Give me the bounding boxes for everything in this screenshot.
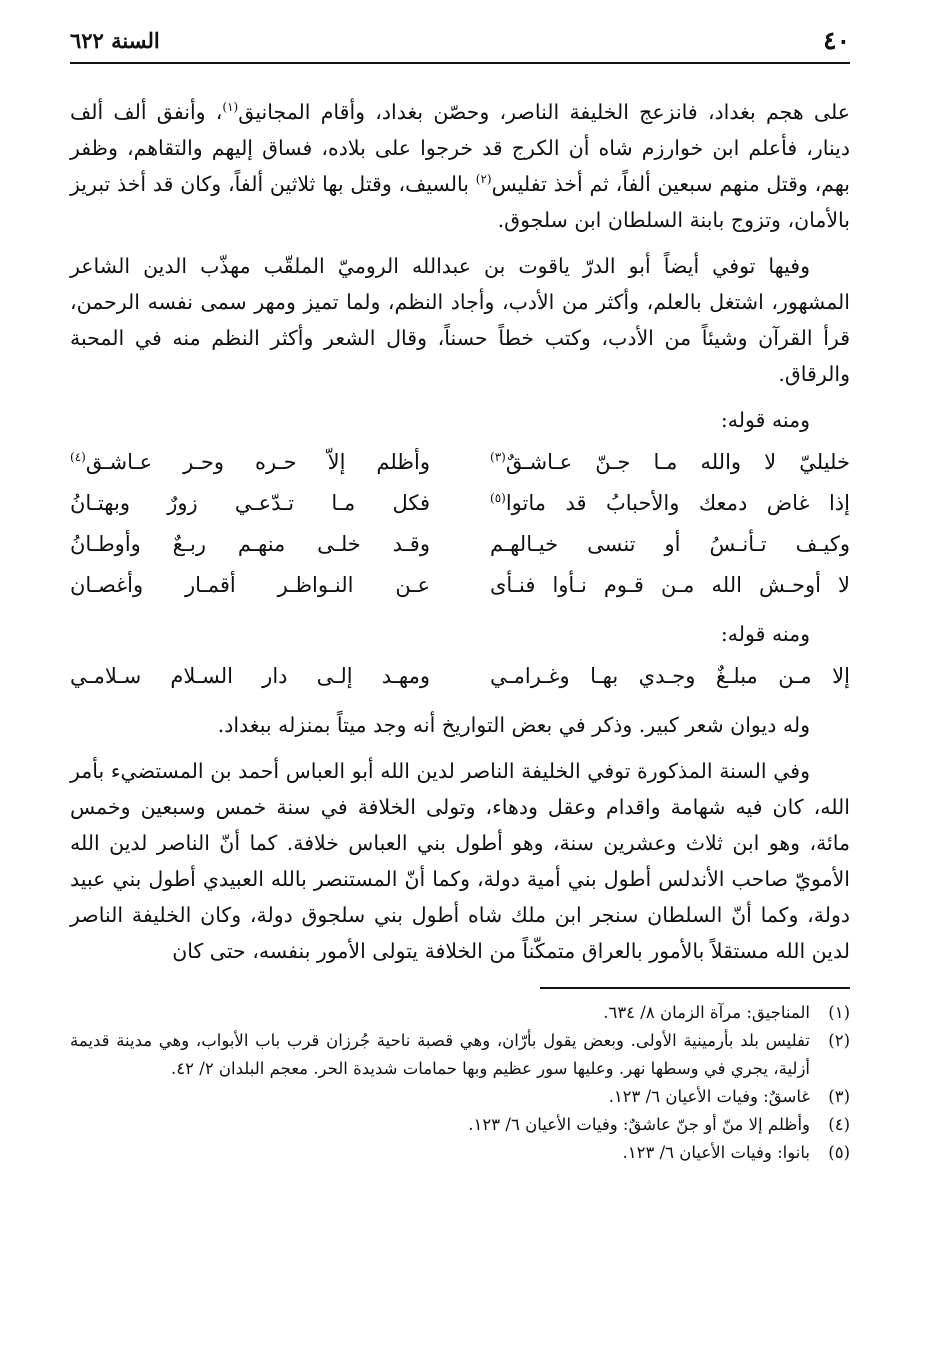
footnote-divider [540,987,850,989]
verse-line [70,656,850,697]
footnote-number: (١) [828,1003,850,1022]
verse-line [70,565,850,606]
footnote-text: بانوا: وفيات الأعيان ٦/ ١٢٣. [622,1143,810,1162]
verse-second-half: وأظلم إلاّ حـره وحـر عـاشـق$^{(٤)}$ [70,450,430,474]
verse-second-half: فكل مـا تـدّعـي زورٌ وبهتـانُ [70,491,430,515]
page-header [70,22,850,64]
footnote-number: (٣) [828,1087,850,1106]
footnote-ref[interactable]: (٤) [70,450,86,464]
paragraph-yaqut: وفيها توفي أيضاً أبو الدرّ ياقوت بن عبدالله الروميّ الملقّب مهذّب الدين الشاعر المشهور، اشتغل بالعلم، وأكثر من الأدب، وأجاد النظم، ولما تميز ومهر سمى نفسه الرحمن، قرأ القرآن وشيئاً من الأدب، وكتب خطاً حسناً، وقال الشعر وأكثر النظم منه في المحبة والرقاق. [70,254,850,386]
verse-line [70,442,850,483]
footnote-text: تفليس بلد بأرمينية الأولى. وبعض يقول بأرّان، وهي قصبة ناحية جُرزان قرب باب الأبواب، وهي مدينة قديمة أزلية، يجري في وسطها نهر. وعليها سور عظيم وبها حمامات شديدة الحر. معجم البلدان ٢/ ٤٢. [70,1031,810,1078]
footnote-ref[interactable]: (١) [222,100,239,115]
footnote [70,1083,850,1111]
verse-first-half: خليليّ لا والله مـا جـنّ عـاشـقٌ$^{(٣)}$ [490,450,850,474]
poem-intro-label: ومنه قوله: [720,408,810,432]
footnote-ref[interactable]: (٣) [490,450,506,464]
verse-first-half: إلا مـن مبلـغٌ وجـدي بهـا وغـرامـي [490,664,850,688]
footnote-number: (٢) [828,1031,850,1050]
footnote [70,1139,850,1167]
verse-first-half: وكيـف تـأنـسُ أو تنسى خيـالهـم [490,532,850,556]
verse-first-half: إذا غاض دمعك والأحبابُ قد ماتوا$^{(٥)}$ [490,491,850,515]
footnote-number: (٤) [828,1115,850,1134]
verse-second-half: وقـد خلـى منهـم ربـعٌ وأوطـانُ [70,532,430,556]
footnote-text: غاسقٌ: وفيات الأعيان ٦/ ١٢٣. [608,1087,810,1106]
footnote-ref[interactable]: (٥) [490,491,506,505]
book-page [70,22,850,1352]
footnote [70,1027,850,1083]
poem-verses [70,442,850,606]
poem-verses [70,656,850,697]
footnotes [70,999,850,1167]
paragraph-baghdad: على هجم بغداد، فانزعج الخليفة الناصر، وحصّن بغداد، وأقام المجانيق$^{(١)}$، وأنفق ألف ألف دينار، فأعلم ابن خوارزم شاه أن الكرج قد خرجوا على بلاده، فساق إليهم والتقاهم، وظفر بهم، وقتل منهم سبعين ألفاً، ثم أخذ تفليس$^{(٢)}$ بالسيف، وقتل بها ثلاثين ألفاً، وكان قد أخذ تبريز بالأمان، وتزوج بابنة السلطان ابن سلجوق. [70,100,850,232]
running-title: السنة ٦٢٢ [70,28,160,53]
verse-first-half: لا أوحـش الله مـن قـوم نـأوا فنـأى [490,573,850,597]
verse-second-half: عـن النـواظـر أقمـار وأغصـان [70,573,430,597]
footnote [70,1111,850,1139]
verse-line [70,524,850,565]
footnote-text: وأظلم إلا منّ أو جنّ عاشقٌ: وفيات الأعيان ٦/ ١٢٣. [468,1115,810,1134]
paragraph-caliph-nasir: وفي السنة المذكورة توفي الخليفة الناصر لدين الله أبو العباس أحمد بن المستضيء بأمر الله، كان فيه شهامة واقدام وعقل ودهاء، وتولى الخلافة في سنة خمس وسبعين وخمس مائة، وهو ابن ثلاث وعشرين سنة، وهو أطول بني العباس خلافة. كما أنّ الناصر لدين الله الأمويّ صاحب الأندلس أطول بني أمية دولة، وكما أنّ المستنصر بالله العبيدي أطول بني عبيد دولة، وكما أنّ السلطان سنجر ابن ملك شاه أطول بني سلجوق دولة، وكان الخليفة الناصر لدين الله مستقلاً بالأمور بالعراق متمكّناً من الخلافة يتولى الأمور بنفسه، حتى كان [70,759,850,963]
paragraph-diwan: وله ديوان شعر كبير. وذكر في بعض التواريخ أنه وجد ميتاً بمنزله ببغداد. [217,713,810,737]
page-number: ٤٠ [823,26,850,55]
footnote-text: المناجيق: مرآة الزمان ٨/ ٦٣٤. [603,1003,810,1022]
verse-second-half: ومهـد إلـى دار السـلام سـلامـي [70,664,430,688]
poem-intro-label: ومنه قوله: [720,622,810,646]
verse-line [70,483,850,524]
footnote [70,999,850,1027]
footnote-ref[interactable]: (٢) [475,172,492,187]
footnote-number: (٥) [828,1143,850,1162]
